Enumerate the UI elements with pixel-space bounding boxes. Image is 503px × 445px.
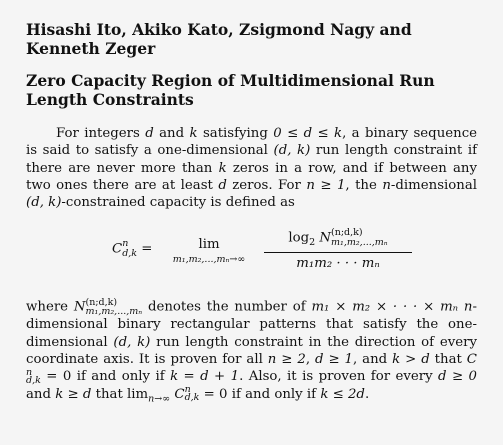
equation-lhs: Cn d,k = — [112, 238, 153, 260]
fraction-numerator: $\log_2$ N(n;d,k) m₁,m₂,...,mₙ — [264, 228, 412, 252]
equation-limit: lim m₁,m₂,...,mₙ→∞ — [172, 237, 246, 266]
author-list: Hisashi Ito, Akiko Kato, Zsigmond Nagy and Kenneth Zeger — [26, 20, 412, 58]
abstract-paragraph-2: where N(n;d,k) m₁,m₂,...,mₙ denotes the number of m₁ × m₂ × · · · × mₙ n-dimensional binary rectangular patterns that satisfy the one-dimensional (d, k) run length constraint in the direction of every coordinate axis. It is proven for all n ≥ 2, d ≥ 1, and k > d that Cn d,k = 0 if and only if k = d + 1. Also, it is proven for every d ≥ 0 and k ≥ d that $\lim_{n\to\infty} Cn$ d,k = 0 if and only if k ≤ 2d. — [26, 297, 477, 405]
abstract-paragraph-1: For integers d and k satisfying 0 ≤ d ≤ k, a binary sequence is said to satisfy a one-dimensional (d, k) run length constraint if there are never more than k zeros in a row, and if between any two ones there are at least d zeros. For n ≥ 1, the n-dimensional (d, k)-constrained capacity is defined as — [26, 126, 478, 211]
fraction-denominator: m₁m₂ · · · mₙ — [296, 255, 380, 271]
capacity-equation — [26, 224, 477, 288]
equation-fraction — [264, 228, 412, 270]
paper-title: Zero Capacity Region of Multidimensional Run Length Constraints — [26, 71, 435, 109]
